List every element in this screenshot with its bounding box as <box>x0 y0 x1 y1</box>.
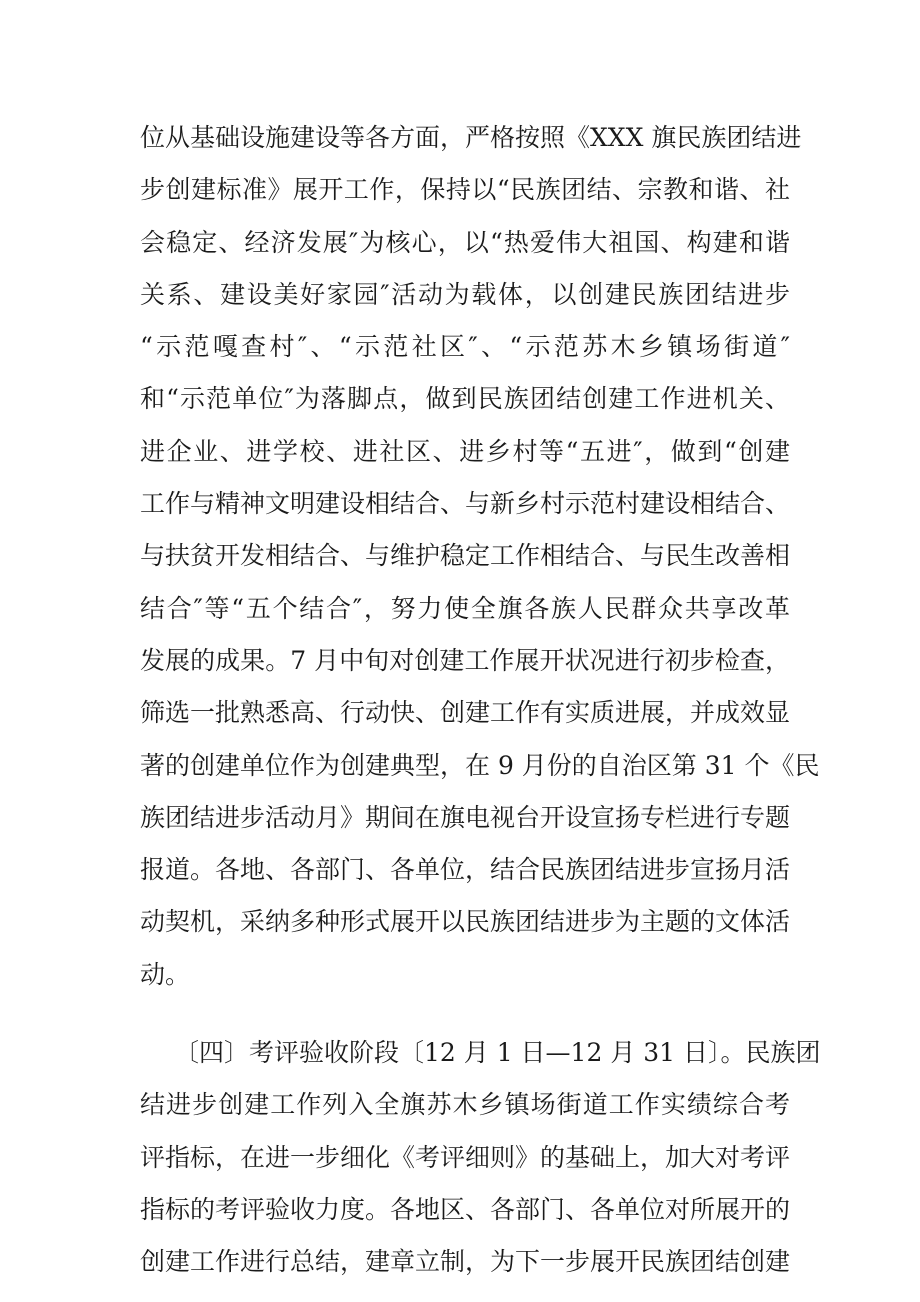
text-line: 位从基础设施建设等各方面，严格按照《XXX 旗民族团结进 <box>140 123 802 152</box>
text-line: 指标的考评验收力度。各地区、各部门、各单位对所展开的 <box>140 1194 791 1224</box>
text-line: 关系、建设美好家园″活动为载体，以创建民族团结进步 <box>140 279 790 309</box>
text-line: 步创建标准》展开工作，保持以“民族团结、宗教和谐、社 <box>140 175 790 205</box>
document-body <box>140 112 821 1289</box>
text-line: 结合″等“五个结合″，努力使全旗各族人民群众共享改革 <box>140 593 790 623</box>
paragraph-2 <box>140 1027 821 1288</box>
text-line: 族团结进步活动月》期间在旗电视台开设宣扬专栏进行专题 <box>140 802 791 832</box>
text-line: 报道。各地、各部门、各单位，结合民族团结进步宣扬月活 <box>140 855 791 885</box>
text-line: 工作与精神文明建设相结合、与新乡村示范村建设相结合、 <box>140 489 791 519</box>
paragraph-gap <box>140 1001 790 1027</box>
paragraph-1 <box>140 112 820 1001</box>
text-line: 动。 <box>140 959 191 989</box>
text-line: 著的创建单位作为创建典型，在 9 月份的自治区第 31 个《民 <box>140 750 820 780</box>
text-line: 与扶贫开发相结合、与维护稳定工作相结合、与民生改善相 <box>140 541 791 571</box>
text-line: 结进步创建工作列入全旗苏木乡镇场街道工作实绩综合考 <box>140 1090 790 1120</box>
text-line: “示范嘎查村″、“示范社区″、“示范苏木乡镇场街道″ <box>140 332 790 362</box>
text-line: 筛选一批熟悉高、行动快、创建工作有实质进展，并成效显 <box>140 698 791 728</box>
text-line: 会稳定、经济发展″为核心，以“热爱伟大祖国、构建和谐 <box>140 227 790 257</box>
text-line: 动契机，采纳多种形式展开以民族团结进步为主题的文体活 <box>140 907 791 937</box>
text-line: 〔四〕考评验收阶段〔12 月 1 日—12 月 31 日〕。民族团 <box>174 1038 821 1068</box>
text-line: 发展的成果。7 月中旬对创建工作展开状况进行初步检查， <box>140 645 790 675</box>
text-line: 创建工作进行总结，建章立制，为下一步展开民族团结创建 <box>140 1247 791 1277</box>
text-line: 进企业、进学校、进社区、进乡村等“五进″，做到“创建 <box>140 436 790 466</box>
text-line: 评指标，在进一步细化《考评细则》的基础上，加大对考评 <box>140 1142 791 1172</box>
text-line: 和“示范单位″为落脚点，做到民族团结创建工作进机关、 <box>140 384 790 414</box>
